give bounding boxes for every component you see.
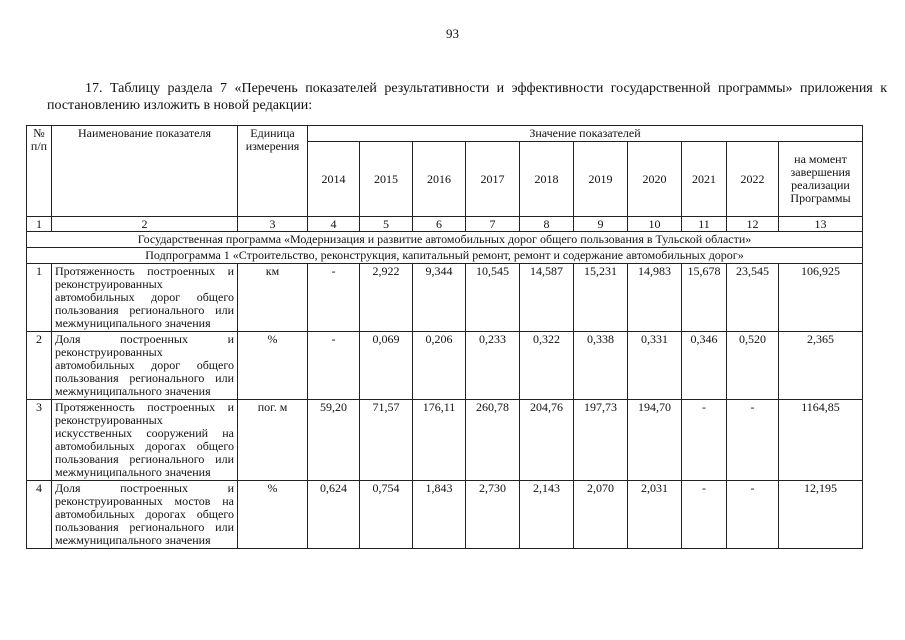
row-value: 0,233 [466,332,520,400]
subprogram-title: Подпрограмма 1 «Строительство, реконструкция, капитальный ремонт, ремонт и содержание автомобильных дорог» [27,248,863,264]
row-value: 0,331 [628,332,682,400]
row-value: - [682,400,727,481]
header-unit: Единица измерения [238,126,308,217]
row-value: 2,070 [574,481,628,549]
row-unit: % [238,332,308,400]
column-index: 1 [27,217,52,232]
column-index: 12 [727,217,779,232]
row-value: 9,344 [413,264,466,332]
row-num: 1 [27,264,52,332]
row-unit: пог. м [238,400,308,481]
header-year: 2018 [520,142,574,217]
row-final: 12,195 [779,481,863,549]
row-value: - [308,332,360,400]
row-value: 2,031 [628,481,682,549]
row-value: 176,11 [413,400,466,481]
row-name: Протяженность построенных и реконструированных искусственных сооружений на автомобильных дорогах общего пользования регионального или межмуниципального значения [52,400,238,481]
column-index: 7 [466,217,520,232]
row-value: 2,730 [466,481,520,549]
column-index: 10 [628,217,682,232]
header-num: № п/п [27,126,52,217]
row-value: 0,322 [520,332,574,400]
row-name: Доля построенных и реконструированных автомобильных дорог общего пользования регионального или межмуниципального значения [52,332,238,400]
row-value: 0,069 [360,332,413,400]
column-index: 2 [52,217,238,232]
header-year: 2020 [628,142,682,217]
table-row [27,332,863,400]
header-year: 2015 [360,142,413,217]
column-index: 9 [574,217,628,232]
column-index: 3 [238,217,308,232]
row-unit: км [238,264,308,332]
row-value: 10,545 [466,264,520,332]
header-year: 2021 [682,142,727,217]
row-value: 2,143 [520,481,574,549]
program-title: Государственная программа «Модернизация и развитие автомобильных дорог общего пользования в Тульской области» [27,232,863,248]
row-value: 14,587 [520,264,574,332]
subprogram-row [27,248,863,264]
row-value: 2,922 [360,264,413,332]
row-value: - [727,481,779,549]
row-name: Доля построенных и реконструированных мостов на автомобильных дорогах общего пользования регионального или межмуниципального значения [52,481,238,549]
table-row [27,481,863,549]
row-value: 260,78 [466,400,520,481]
column-index: 4 [308,217,360,232]
row-num: 3 [27,400,52,481]
row-value: - [727,400,779,481]
row-value: - [682,481,727,549]
column-index: 11 [682,217,727,232]
row-value: 0,338 [574,332,628,400]
header-year: 2022 [727,142,779,217]
row-value: 197,73 [574,400,628,481]
row-value: 0,520 [727,332,779,400]
header-year: 2016 [413,142,466,217]
row-value: 0,624 [308,481,360,549]
row-final: 106,925 [779,264,863,332]
indicators-table [26,125,863,549]
row-value: 0,206 [413,332,466,400]
row-num: 2 [27,332,52,400]
header-row-group [27,126,863,142]
program-row [27,232,863,248]
row-value: 15,231 [574,264,628,332]
row-value: 194,70 [628,400,682,481]
row-value: - [308,264,360,332]
row-value: 1,843 [413,481,466,549]
row-value: 71,57 [360,400,413,481]
header-year: 2014 [308,142,360,217]
row-final: 2,365 [779,332,863,400]
row-num: 4 [27,481,52,549]
column-index: 6 [413,217,466,232]
row-final: 1164,85 [779,400,863,481]
column-index: 5 [360,217,413,232]
row-unit: % [238,481,308,549]
header-year: 2019 [574,142,628,217]
row-value: 204,76 [520,400,574,481]
row-value: 0,346 [682,332,727,400]
row-value: 0,754 [360,481,413,549]
row-value: 15,678 [682,264,727,332]
row-name: Протяженность построенных и реконструированных автомобильных дорог общего пользования регионального или межмуниципального значения [52,264,238,332]
header-final: на момент завершения реализации Программы [779,142,863,217]
header-year: 2017 [466,142,520,217]
column-index: 13 [779,217,863,232]
table-row [27,264,863,332]
column-index: 8 [520,217,574,232]
row-value: 59,20 [308,400,360,481]
column-index-row [27,217,863,232]
page-number: 93 [446,26,459,41]
header-name: Наименование показателя [52,126,238,217]
row-value: 23,545 [727,264,779,332]
table-row [27,400,863,481]
header-values-group: Значение показателей [308,126,863,142]
intro-paragraph: 17. Таблицу раздела 7 «Перечень показателей результативности и эффективности государственной программы» приложения к постановлению изложить в новой редакции: [47,81,887,113]
row-value: 14,983 [628,264,682,332]
